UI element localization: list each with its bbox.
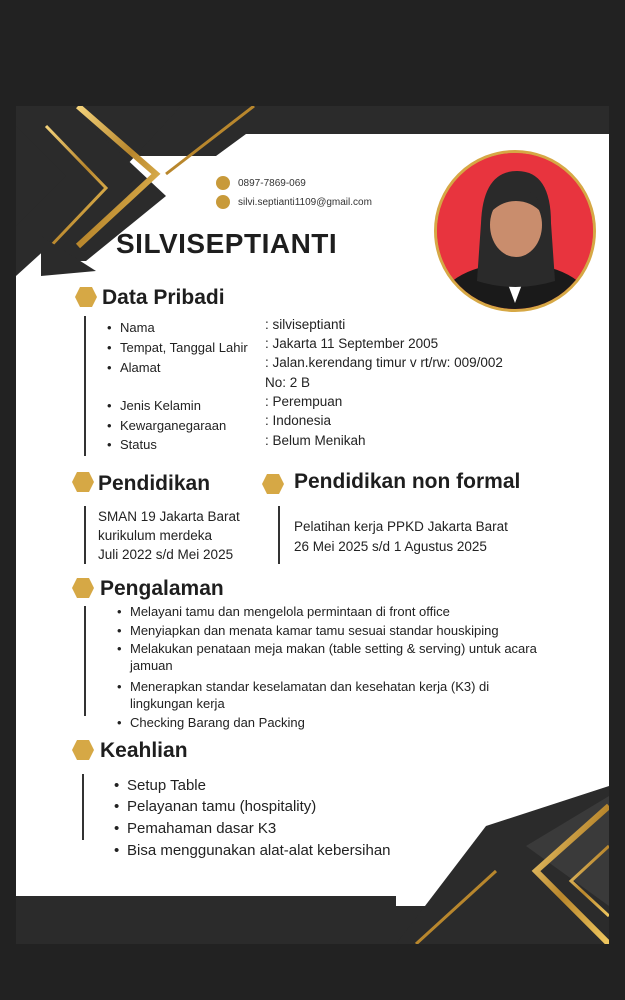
divider-line xyxy=(278,506,280,564)
data-value-kewarganegaraan: : Indonesia xyxy=(265,413,332,428)
data-label-ttl: • Tempat, Tanggal Lahir xyxy=(120,339,248,357)
profile-photo xyxy=(434,150,596,312)
data-label-nama: • Nama xyxy=(120,319,155,337)
pengalaman-item-cont: jamuan xyxy=(130,658,173,673)
hexagon-icon xyxy=(71,577,95,599)
section-title-keahlian: Keahlian xyxy=(100,739,188,762)
email-contact xyxy=(216,195,372,209)
divider-line xyxy=(82,774,84,840)
pengalaman-item: • Menyiapkan dan menata kamar tamu sesuai standar houskiping xyxy=(130,622,499,640)
phone-contact xyxy=(216,176,306,190)
data-value-alamat-2: No: 2 B xyxy=(265,375,311,390)
keahlian-item: • Bisa menggunakan alat-alat kebersihan xyxy=(127,841,391,861)
data-label-alamat: • Alamat xyxy=(120,359,160,377)
pengalaman-item: • Melayani tamu dan mengelola permintaan di front office xyxy=(130,603,450,621)
hexagon-icon xyxy=(71,471,95,493)
data-value-status: : Belum Menikah xyxy=(265,433,366,448)
hexagon-icon xyxy=(261,473,285,495)
keahlian-item: • Pelayanan tamu (hospitality) xyxy=(127,797,316,817)
data-label-kewarganegaraan: • Kewarganegaraan xyxy=(120,417,226,435)
section-title-pengalaman: Pengalaman xyxy=(100,577,224,600)
phone-number: 0897-7869-069 xyxy=(238,177,306,189)
non-formal-line-2: 26 Mei 2025 s/d 1 Agustus 2025 xyxy=(294,539,487,554)
pengalaman-item: • Checking Barang dan Packing xyxy=(130,714,305,732)
cv-page xyxy=(16,106,609,944)
pendidikan-line-2: kurikulum merdeka xyxy=(98,528,213,543)
data-label-jenis-kelamin: • Jenis Kelamin xyxy=(120,397,201,415)
data-value-alamat: : Jalan.kerendang timur v rt/rw: 009/002 xyxy=(265,355,503,370)
section-title-pendidikan: Pendidikan xyxy=(98,472,211,495)
keahlian-item: • Setup Table xyxy=(127,776,206,796)
data-value-nama: : silviseptianti xyxy=(265,317,346,332)
pendidikan-line-3: Juli 2022 s/d Mei 2025 xyxy=(98,547,234,562)
section-title-pendidikan-non-formal: Pendidikan non formal xyxy=(294,470,521,493)
data-value-ttl: : Jakarta 11 September 2005 xyxy=(265,336,439,351)
hexagon-icon xyxy=(71,739,95,761)
email-address: silvi.septianti1109@gmail.com xyxy=(238,196,372,208)
mail-icon xyxy=(216,195,230,209)
section-title-data-pribadi: Data Pribadi xyxy=(102,286,225,309)
non-formal-line-1: Pelatihan kerja PPKD Jakarta Barat xyxy=(294,519,508,534)
full-name: SILVISEPTIANTI xyxy=(116,228,338,259)
data-value-jenis-kelamin: : Perempuan xyxy=(265,394,343,409)
pengalaman-item: • Melakukan penataan meja makan (table setting & serving) untuk acara xyxy=(130,640,537,658)
hexagon-icon xyxy=(74,286,98,308)
divider-line xyxy=(84,606,86,716)
divider-line xyxy=(84,316,86,456)
phone-icon xyxy=(216,176,230,190)
divider-line xyxy=(84,506,86,564)
pengalaman-item-cont: lingkungan kerja xyxy=(130,696,225,711)
pengalaman-item: • Menerapkan standar keselamatan dan kesehatan kerja (K3) di xyxy=(130,678,489,696)
data-label-status: • Status xyxy=(120,436,157,454)
keahlian-item: • Pemahaman dasar K3 xyxy=(127,819,276,839)
pendidikan-line-1: SMAN 19 Jakarta Barat xyxy=(98,509,240,524)
